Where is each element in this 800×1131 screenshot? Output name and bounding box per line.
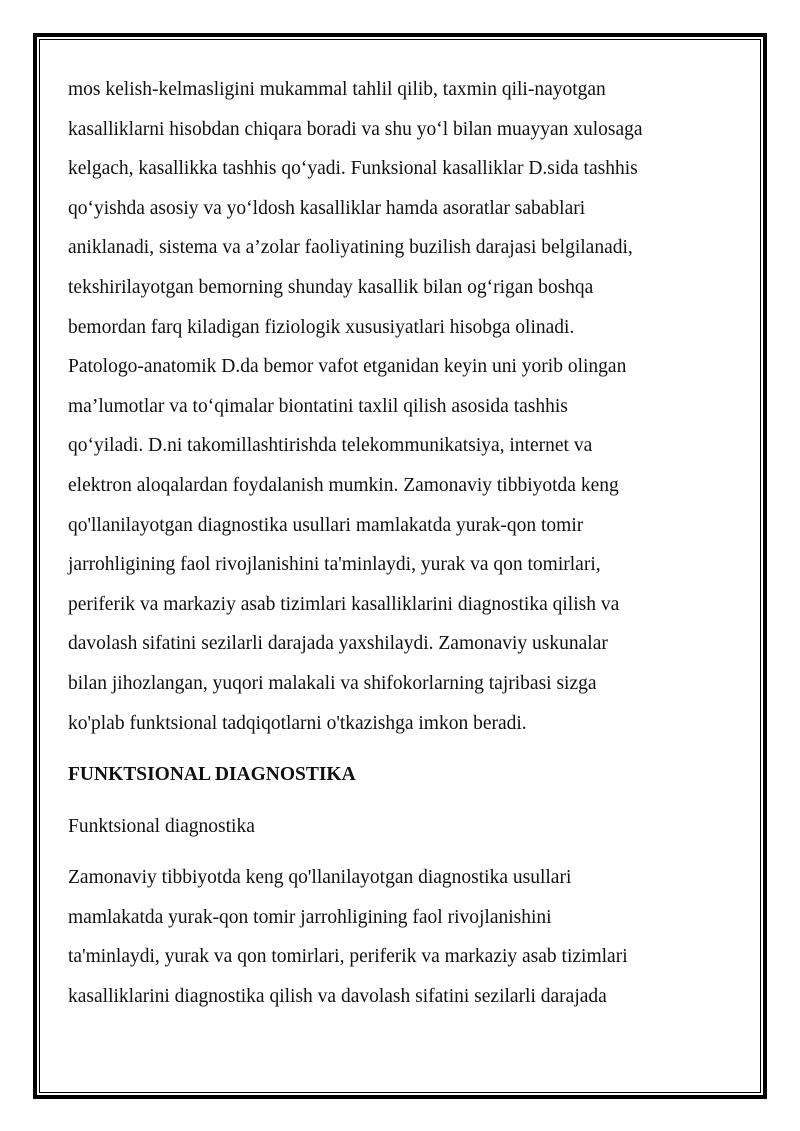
paragraph-line: Patologo-anatomik D.da bemor vafot etganidan keyin uni yorib olingan [68,356,627,378]
paragraph-line: kelgach, kasallikka tashhis qo‘yadi. Funksional kasalliklar D.sida tashhis [68,158,638,180]
paragraph-line: qo‘yiladi. D.ni takomillashtirishda telekommunikatsiya, internet va [68,435,593,457]
paragraph-line: kasalliklarini diagnostika qilish va davolash sifatini sezilarli darajada [68,986,607,1008]
section-heading: FUNKTSIONAL DIAGNOSTIKA [68,764,356,786]
paragraph-line: mamlakatda yurak-qon tomir jarrohligining faol rivojlanishini [68,906,552,928]
paragraph-line: davolash sifatini sezilarli darajada yaxshilaydi. Zamonaviy uskunalar [68,633,608,655]
paragraph-line: bilan jihozlangan, yuqori malakali va shifokorlarning tajribasi sizga [68,672,597,694]
paragraph-line: kasalliklarni hisobdan chiqara boradi va shu yo‘l bilan muayyan xulosaga [68,118,643,140]
section-subheading: Funktsional diagnostika [68,815,255,837]
paragraph-2 [68,858,740,1016]
paragraph-line: ko'plab funktsional tadqiqotlarni o'tkazishga imkon beradi. [68,712,527,734]
paragraph-line: aniklanadi, sistema va a’zolar faoliyatining buzilish darajasi belgilanadi, [68,237,633,259]
paragraph-line: Zamonaviy tibbiyotda keng qo'llanilayotgan diagnostika usullari [68,867,572,889]
paragraph-line: tekshirilayotgan bemorning shunday kasallik bilan og‘rigan boshqa [68,276,594,298]
paragraph-line: ma’lumotlar va to‘qimalar biontatini taxlil qilish asosida tashhis [68,395,568,417]
paragraph-line: jarrohligining faol rivojlanishini ta'minlaydi, yurak va qon tomirlari, [68,554,601,576]
paragraph-line: mos kelish-kelmasligini mukammal tahlil qilib, taxmin qili-nayotgan [68,79,606,100]
paragraph-line: bemordan farq kiladigan fiziologik xususiyatlari hisobga olinadi. [68,316,575,338]
paragraph-line: qo'llanilayotgan diagnostika usullari mamlakatda yurak-qon tomir [68,514,584,536]
paragraph-line: elektron aloqalardan foydalanish mumkin. Zamonaviy tibbiyotda keng [68,474,619,496]
paragraph-line: qo‘yishda asosiy va yo‘ldosh kasalliklar hamda asoratlar sabablari [68,197,586,219]
paragraph-line: ta'minlaydi, yurak va qon tomirlari, periferik va markaziy asab tizimlari [68,946,628,968]
paragraph-1 [68,70,740,743]
document-body [68,70,740,1017]
paragraph-line: periferik va markaziy asab tizimlari kasalliklarini diagnostika qilish va [68,593,620,615]
